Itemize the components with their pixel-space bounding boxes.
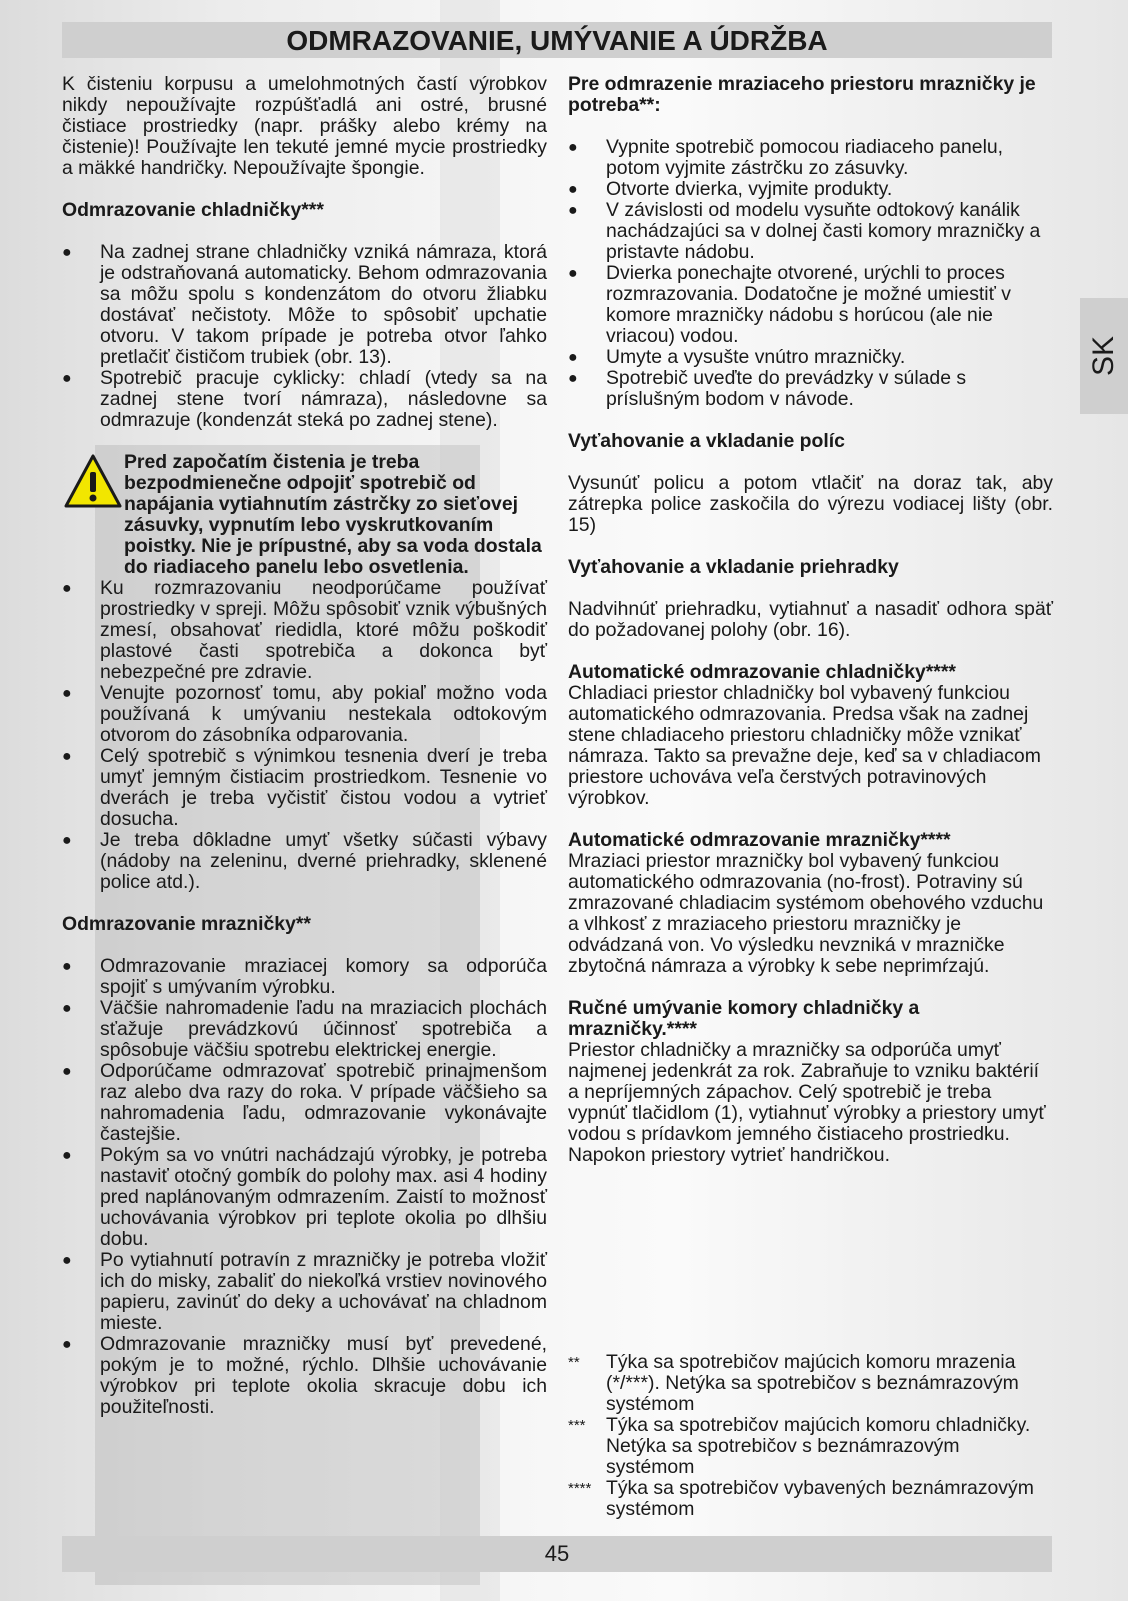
list-item: ● Väčšie nahromadenie ľadu na mraziacich plochách sťažuje prevádzkovú účinnosť spotrebiča a spôsobuje väčšiu spotrebu elektrickej energie. [62,997,547,1061]
intro-paragraph: K čisteniu korpusu a umelohmotných častí výrobkov nikdy nepoužívajte rozpúšťadlá ani ostré, brusné čistiace prostriedky (napr. prášky alebo krémy na čistenie)! Používajte len tekuté jemné mycie prostriedky a mäkké handričky. Nepoužívajte špongie. [62,73,547,179]
footnote: **** Týka sa spotrebičov vybavených beznámrazovým systémom [568,1477,1034,1520]
footnote-mark: **** [568,1480,592,1497]
manual-cleaning-heading: Ručné umývanie komory chladničky a mrazničky.**** [568,997,920,1040]
tray-text: Nadvihnúť priehradku, vytiahnuť a nasadiť odhora späť do požadovanej polohy (obr. 16). [568,598,1053,641]
shelves-text: Vysunúť policu a potom vtlačiť na doraz tak, aby zátrepka police zaskočila do výrezu vodiacej lišty (obr. 15) [568,472,1053,536]
auto-fridge-heading: Automatické odmrazovanie chladničky**** [568,661,956,683]
auto-freezer-heading: Automatické odmrazovanie mrazničky**** [568,829,951,851]
bullet-icon: ● [568,265,578,282]
shelves-heading: Vyťahovanie a vkladanie políc [568,430,845,452]
list-item: ● Venujte pozornosť tomu, aby pokiaľ možno voda používaná k umývaniu nestekala odtokovým otvorom do zásobníka odparovania. [62,682,547,746]
bullet-icon: ● [568,202,578,219]
footnotes [568,1352,1053,1520]
bullet-icon: ● [62,748,72,765]
fridge-defrost-list [62,242,547,431]
warning-icon [62,452,124,512]
page-number: 45 [544,1541,570,1566]
list-item: ● V závislosti od modelu vysuňte odtokový kanálik nachádzajúci sa v dolnej časti komory mrazničky a pristavte nádobu. [568,199,1041,263]
language-tab-label: SK [1087,335,1120,377]
list-item: ● Je treba dôkladne umyť všetky súčasti výbavy (nádoby na zeleninu, dverné priehradky, sklenené police atd.). [62,829,547,893]
list-item: ● Pokým sa vo vnútri nachádzajú výrobky, je potreba nastaviť otočný gombík do polohy max. asi 4 hodiny pred naplánovaným odmrazením. Zaistí to možnosť uchovávania výrobkov pri teplote okolia po dlhšiu dobu. [62,1144,547,1250]
right-column [568,74,1053,1166]
list-item: ● Po vytiahnutí potravín z mrazničky je potreba vložiť ich do misky, zabaliť do niekoľká vrstiev novinového papieru, zavinúť do deky a uchovávať na chladnom mieste. [62,1249,547,1334]
list-item: ● Spotrebič uveďte do prevádzky v súlade s príslušným bodom v návode. [568,367,967,410]
list-item: ● Dvierka ponechajte otvorené, urýchli to proces rozmrazovania. Dodatočne je možné umiestiť v komore mrazničky nádobu s horúcou (ale nie vriacou) vodou. [568,262,1011,347]
footnote: ** Týka sa spotrebičov majúcich komoru mrazenia (*/***). Netýka sa spotrebičov s beznámrazovým systémom [568,1351,1019,1415]
list-item: ● Odmrazovanie mraziacej komory sa odporúča spojiť s umývaním výrobku. [62,955,547,998]
list-item: ● Spotrebič pracuje cyklicky: chladí (vtedy sa na zadnej stene tvorí námraza), následovne sa odmrazuje (kondenzát steká po zadnej stene). [62,367,547,431]
auto-fridge-text: Chladiaci priestor chladničky bol vybavený funkciou automatického odmrazovania. Predsa však na zadnej stene chladiaceho priestoru chladničky môže vznikať námraza. Takto sa prevažne deje, keď sa v chladiacom priestore uchováva veľa čerstvých potravinových výrobkov. [568,682,1041,809]
page-title: ODMRAZOVANIE, UMÝVANIE A ÚDRŽBA [286,25,828,56]
footnote-mark: ** [568,1354,580,1371]
language-tab-label-wrap [1080,298,1128,414]
bullet-icon: ● [62,244,72,261]
bullet-icon: ● [62,1000,72,1017]
bullet-icon: ● [568,181,578,198]
bullet-icon: ● [62,1252,72,1269]
bullet-icon: ● [62,685,72,702]
list-item: ● Celý spotrebič s výnimkou tesnenia dverí je treba umyť jemným čistiacim prostriedkom. Tesnenie vo dverách je treba vyčistiť čistou vodou a vytrieť dosucha. [62,745,547,830]
bullet-icon: ● [62,1336,72,1353]
bullet-icon: ● [568,349,578,366]
list-item: ● Na zadnej strane chladničky vzniká námraza, ktorá je odstraňovaná automaticky. Behom odmrazovania sa môžu spolu s kondenzátom do otvoru žliabku dostávať nečistoty. Môže to spôsobiť upchatie otvoru. V takom prípade je potreba otvor ľahko pretlačiť čističom trubiek (obr. 13). [62,241,547,368]
bullet-icon: ● [568,370,578,387]
footnote: *** Týka sa spotrebičov majúcich komoru chladničky. Netýka sa spotrebičov s beznámrazovým systémom [568,1414,1031,1478]
list-item: ● Odporúčame odmrazovať spotrebič prinajmenšom raz alebo dva razy do roka. V prípade väčšieho sa nahromadenia ľadu, odmrazovanie vykonávajte častejšie. [62,1060,547,1145]
bullet-icon: ● [62,370,72,387]
auto-freezer-text: Mraziaci priestor mrazničky bol vybavený funkciou automatického odmrazovania (no-frost). Potraviny sú zmrazované chladiacim systémom obehového vzduchu a vlhkosť z mraziaceho priestoru mrazničky je odvádzaná von. Vo výsledku nevzniká v mrazničke zbytočná námraza a výrobky k sebe neprimŕzajú. [568,850,1044,977]
bullet-icon: ● [62,1147,72,1164]
warning-block [62,452,547,578]
footnote-mark: *** [568,1417,586,1434]
list-item: ● Odmrazovanie mrazničky musí byť prevedené, pokým je to možné, rýchlo. Dlhšie uchovávanie výrobkov pri teplote okolia skracuje dobu ich použiteľnosti. [62,1333,547,1418]
manual-cleaning-text: Priestor chladničky a mrazničky sa odporúča umyť najmenej jedenkrát za rok. Zabraňuje to vzniku baktérií a nepríjemných zápachov. Celý spotrebič je treba vypnúť tlačidlom (1), vytiahnuť výrobky a priestory umyť vodou s prídavkom jemného čistiaceho prostriedku. Napokon priestory vytrieť handričkou. [568,1039,1046,1166]
bullet-icon: ● [568,139,578,156]
bullet-icon: ● [62,958,72,975]
freezer-defrost-heading: Odmrazovanie mrazničky** [62,913,311,935]
freezer-defrost-list [62,956,547,1418]
freezer-procedure-heading: Pre odmrazenie mraziaceho priestoru mrazničky je potreba**: [568,73,1036,116]
tray-heading: Vyťahovanie a vkladanie priehradky [568,556,899,578]
fridge-defrost-heading: Odmrazovanie chladničky*** [62,199,324,221]
list-item: ● Vypnite spotrebič pomocou riadiaceho panelu, potom vyjmite zástrčku zo zásuvky. [568,136,1004,179]
list-item: ● Umyte a vysušte vnútro mrazničky. [568,346,906,368]
list-item: ● Otvorte dvierka, vyjmite produkty. [568,178,893,200]
bullet-icon: ● [62,580,72,597]
cleaning-list [62,578,547,893]
bullet-icon: ● [62,832,72,849]
left-column [62,74,547,1418]
list-item: ● Ku rozmrazovaniu neodporúčame používať prostriedky v spreji. Môžu spôsobiť vznik výbušných zmesí, obsahovať riedidla, ktoré môžu poškodiť plastové časti spotrebiča a dokonca byť nebezpečné pre zdravie. [62,577,547,683]
bullet-icon: ● [62,1063,72,1080]
freezer-procedure-list [568,137,1053,410]
warning-text: Pred započatím čistenia je treba bezpodmienečne odpojiť spotrebič od napájania vytiahnutím zástrčky zo sieťovej zásuvky, vypnutím lebo vyskrutkovaním poistky. Nie je prípustné, aby sa voda dostala do riadiaceho panelu lebo osvetlenia. [124,451,542,578]
